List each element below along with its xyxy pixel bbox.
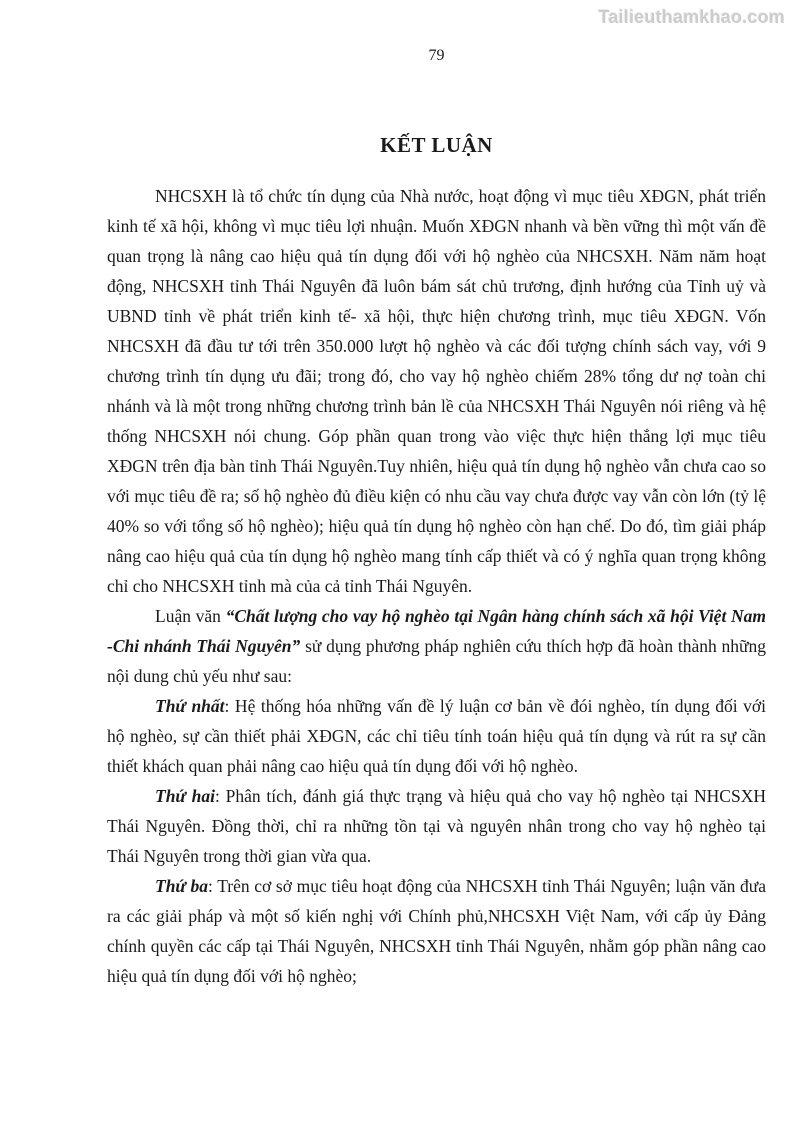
paragraph <box>107 601 766 691</box>
paragraph <box>107 691 766 781</box>
text-run: “Chất lượng cho vay hộ nghèo tại Ngân hàng chính sách xã hội Việt Nam -Chi nhánh Thái Nguyên” <box>107 606 766 656</box>
text-run: : Hệ thống hóa những vấn đề lý luận cơ bản về đói nghèo, tín dụng đối với hộ nghèo, sự cần thiết phải XĐGN, các chỉ tiêu tính toán hiệu quả tín dụng và rút ra sự cần thiết khách quan phải nâng cao hiệu quả tín dụng đối với hộ nghèo. <box>107 696 767 776</box>
watermark-text: Tailieuthamkhao.com <box>598 7 785 27</box>
text-run: : Trên cơ sở mục tiêu hoạt động của NHCSXH tỉnh Thái Nguyên; luận văn đưa ra các giải pháp và một số kiến nghị với Chính phủ,NHCSXH Việt Nam, với cấp ủy Đảng chính quyền các cấp tại Thái Nguyên, NHCSXH tỉnh Thái Nguyên, nhằm góp phần nâng cao hiệu quả tín dụng đối với hộ nghèo; <box>107 876 766 986</box>
text-run: : Phân tích, đánh giá thực trạng và hiệu quả cho vay hộ nghèo tại NHCSXH Thái Nguyên. Đồng thời, chỉ ra những tồn tại và nguyên nhân trong cho vay hộ nghèo tại Thái Nguyên trong thời gian vừa qua. <box>107 786 766 866</box>
paragraph <box>107 181 766 601</box>
page-title: KẾT LUẬN <box>380 133 493 157</box>
body-text <box>107 181 766 991</box>
text-run: Thứ hai <box>155 786 215 806</box>
paragraph <box>107 781 766 871</box>
page-content <box>107 0 766 991</box>
paragraph <box>107 871 766 991</box>
text-run: Thứ ba <box>155 876 209 896</box>
page-number: 79 <box>428 47 445 64</box>
text-run: Luận văn <box>155 606 226 626</box>
text-run: NHCSXH là tổ chức tín dụng của Nhà nước, hoạt động vì mục tiêu XĐGN, phát triển kinh tế xã hội, không vì mục tiêu lợi nhuận. Muốn XĐGN nhanh và bền vững thì một vấn đề quan trọng là nâng cao hiệu quả tín dụng đối với hộ nghèo của NHCSXH. Năm năm hoạt động, NHCSXH tỉnh Thái Nguyên đã luôn bám sát chủ trương, định hướng của Tỉnh uỷ và UBND tỉnh về phát triển kinh tế- xã hội, thực hiện chương trình, mục tiêu XĐGN. Vốn NHCSXH đã đầu tư tới trên 350.000 lượt hộ nghèo và các đối tượng chính sách vay, với 9 chương trình tín dụng ưu đãi; trong đó, cho vay hộ nghèo chiếm 28% tổng dư nợ toàn chi nhánh và là một trong những chương trình bản lề của NHCSXH Thái Nguyên nói riêng và hệ thống NHCSXH nói chung. Góp phần quan trong vào việc thực hiện thắng lợi mục tiêu XĐGN trên địa bàn tỉnh Thái Nguyên.Tuy nhiên, hiệu quả tín dụng hộ nghèo vẫn chưa cao so với mục tiêu đề ra; số hộ nghèo đủ điều kiện có nhu cầu vay chưa được vay vẫn còn lớn (tỷ lệ 40% so với tổng số hộ nghèo); hiệu quả tín dụng hộ nghèo còn hạn chế. Do đó, tìm giải pháp nâng cao hiệu quả của tín dụng hộ nghèo mang tính cấp thiết và có ý nghĩa quan trọng không chỉ cho NHCSXH tỉnh mà của cả tỉnh Thái Nguyên. <box>107 186 766 596</box>
text-run: Thứ nhất <box>155 696 225 716</box>
text-run: sử dụng phương pháp nghiên cứu thích hợp đã hoàn thành những nội dung chủ yếu như sau: <box>107 636 766 686</box>
